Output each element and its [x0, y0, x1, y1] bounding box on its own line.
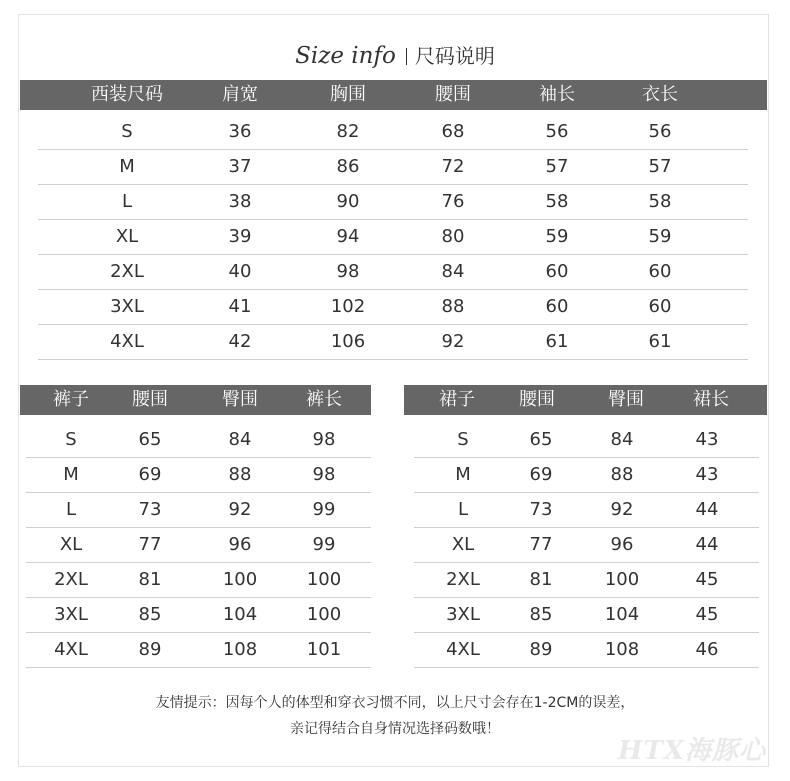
pants-cell: 100: [306, 569, 342, 590]
skirt-header-size: 裙子: [439, 389, 475, 410]
pants-cell: M: [63, 464, 79, 485]
skirt-cell: 45: [695, 604, 719, 625]
skirt-cell: 45: [695, 569, 719, 590]
suit-cell: 88: [441, 296, 465, 317]
pants-cell: 73: [138, 499, 162, 520]
pants-cell: 92: [228, 499, 252, 520]
skirt-cell: 43: [695, 464, 719, 485]
suit-cell: 90: [336, 191, 360, 212]
pants-cell: 99: [312, 499, 336, 520]
notice-line-2: 亲记得结合自身情况选择码数哦！: [290, 721, 500, 737]
suit-cell: 3XL: [110, 296, 144, 317]
title-divider: [406, 48, 407, 65]
pants-cell: 84: [228, 429, 252, 450]
skirt-row: [414, 493, 759, 528]
skirt-row: [414, 563, 759, 598]
skirt-header-length: 裙长: [693, 389, 729, 410]
suit-row: [38, 150, 748, 185]
skirt-cell: 92: [610, 499, 634, 520]
skirt-header-hip: 臀围: [608, 389, 644, 410]
pants-row: [26, 493, 371, 528]
suit-cell: 40: [228, 261, 252, 282]
pants-cell: 100: [306, 604, 342, 625]
pants-cell: 4XL: [54, 639, 88, 660]
suit-cell: 59: [648, 226, 672, 247]
pants-row: [26, 528, 371, 563]
pants-cell: 85: [138, 604, 162, 625]
suit-header-shoulder: 肩宽: [222, 84, 258, 105]
suit-cell: M: [119, 156, 135, 177]
suit-cell: 42: [228, 331, 252, 352]
suit-cell: 38: [228, 191, 252, 212]
suit-row: [38, 290, 748, 325]
skirt-cell: 4XL: [446, 639, 480, 660]
suit-size-table: [20, 80, 767, 360]
skirt-cell: 88: [610, 464, 634, 485]
skirt-cell: M: [455, 464, 471, 485]
suit-header-length: 衣长: [642, 84, 678, 105]
pants-header-hip: 臀围: [222, 389, 258, 410]
page-title: [0, 38, 790, 75]
suit-cell: 37: [228, 156, 252, 177]
suit-cell: 58: [545, 191, 569, 212]
suit-header-sleeve: 袖长: [539, 84, 575, 105]
pants-cell: 81: [138, 569, 162, 590]
skirt-cell: 100: [604, 569, 640, 590]
skirt-cell: 2XL: [446, 569, 480, 590]
pants-row: [26, 563, 371, 598]
suit-cell: L: [121, 191, 133, 212]
skirt-cell: 44: [695, 534, 719, 555]
skirt-cell: 89: [529, 639, 553, 660]
suit-row: [38, 325, 748, 360]
skirt-cell: 104: [604, 604, 640, 625]
skirt-row: [414, 633, 759, 668]
pants-cell: S: [65, 429, 77, 450]
pants-cell: 89: [138, 639, 162, 660]
pants-cell: 98: [312, 429, 336, 450]
pants-cell: 100: [222, 569, 258, 590]
skirt-cell: 44: [695, 499, 719, 520]
skirt-row: [414, 423, 759, 458]
suit-cell: 76: [441, 191, 465, 212]
pants-cell: 2XL: [54, 569, 88, 590]
suit-cell: 80: [441, 226, 465, 247]
skirt-cell: L: [457, 499, 469, 520]
pants-size-table: [20, 385, 371, 665]
suit-cell: 106: [330, 331, 366, 352]
suit-row: [38, 255, 748, 290]
pants-row: [26, 458, 371, 493]
pants-row: [26, 633, 371, 668]
suit-cell: 36: [228, 121, 252, 142]
suit-row: [38, 185, 748, 220]
suit-cell: 94: [336, 226, 360, 247]
suit-row: [38, 115, 748, 150]
pants-cell: 99: [312, 534, 336, 555]
pants-cell: XL: [59, 534, 83, 555]
suit-cell: S: [121, 121, 133, 142]
suit-cell: XL: [115, 226, 139, 247]
suit-cell: 98: [336, 261, 360, 282]
pants-cell: 65: [138, 429, 162, 450]
suit-cell: 56: [648, 121, 672, 142]
suit-row: [38, 220, 748, 255]
suit-cell: 57: [648, 156, 672, 177]
suit-cell: 82: [336, 121, 360, 142]
suit-cell: 60: [648, 296, 672, 317]
suit-table-header: [20, 80, 767, 110]
pants-cell: L: [65, 499, 77, 520]
suit-cell: 2XL: [110, 261, 144, 282]
suit-cell: 102: [330, 296, 366, 317]
skirt-cell: 96: [610, 534, 634, 555]
skirt-cell: 84: [610, 429, 634, 450]
pants-header-length: 裤长: [306, 389, 342, 410]
pants-cell: 3XL: [54, 604, 88, 625]
pants-table-header: [20, 385, 371, 415]
suit-header-waist: 腰围: [435, 84, 471, 105]
suit-cell: 61: [545, 331, 569, 352]
pants-header-waist: 腰围: [132, 389, 168, 410]
pants-header-size: 裤子: [53, 389, 89, 410]
suit-cell: 68: [441, 121, 465, 142]
skirt-cell: 108: [604, 639, 640, 660]
skirt-cell: 65: [529, 429, 553, 450]
skirt-cell: 3XL: [446, 604, 480, 625]
pants-row: [26, 423, 371, 458]
pants-cell: 96: [228, 534, 252, 555]
skirt-cell: S: [457, 429, 469, 450]
skirt-cell: 69: [529, 464, 553, 485]
skirt-row: [414, 458, 759, 493]
suit-cell: 59: [545, 226, 569, 247]
suit-cell: 84: [441, 261, 465, 282]
pants-cell: 108: [222, 639, 258, 660]
skirt-cell: 46: [695, 639, 719, 660]
suit-cell: 61: [648, 331, 672, 352]
pants-cell: 104: [222, 604, 258, 625]
pants-row: [26, 598, 371, 633]
skirt-size-table: [404, 385, 767, 665]
suit-cell: 60: [545, 296, 569, 317]
suit-header-chest: 胸围: [330, 84, 366, 105]
suit-cell: 57: [545, 156, 569, 177]
suit-cell: 60: [648, 261, 672, 282]
suit-cell: 4XL: [110, 331, 144, 352]
skirt-cell: 73: [529, 499, 553, 520]
brand-watermark: HTX海豚心: [617, 736, 766, 766]
skirt-cell: 43: [695, 429, 719, 450]
suit-cell: 56: [545, 121, 569, 142]
suit-cell: 60: [545, 261, 569, 282]
skirt-row: [414, 528, 759, 563]
pants-cell: 98: [312, 464, 336, 485]
skirt-cell: 81: [529, 569, 553, 590]
skirt-cell: XL: [451, 534, 475, 555]
pants-cell: 69: [138, 464, 162, 485]
suit-cell: 92: [441, 331, 465, 352]
skirt-row: [414, 598, 759, 633]
skirt-cell: 85: [529, 604, 553, 625]
suit-header-size: 西装尺码: [91, 84, 163, 105]
notice-line-1: 友情提示：因每个人的体型和穿衣习惯不同，以上尺寸会存在1-2CM的误差，: [155, 695, 635, 711]
skirt-table-header: [404, 385, 767, 415]
pants-cell: 101: [306, 639, 342, 660]
pants-cell: 77: [138, 534, 162, 555]
suit-cell: 86: [336, 156, 360, 177]
skirt-cell: 77: [529, 534, 553, 555]
suit-cell: 41: [228, 296, 252, 317]
suit-cell: 72: [441, 156, 465, 177]
suit-cell: 58: [648, 191, 672, 212]
suit-cell: 39: [228, 226, 252, 247]
skirt-header-waist: 腰围: [519, 389, 555, 410]
pants-cell: 88: [228, 464, 252, 485]
title-en: Size info: [295, 43, 396, 69]
title-cn: 尺码说明: [414, 44, 495, 68]
